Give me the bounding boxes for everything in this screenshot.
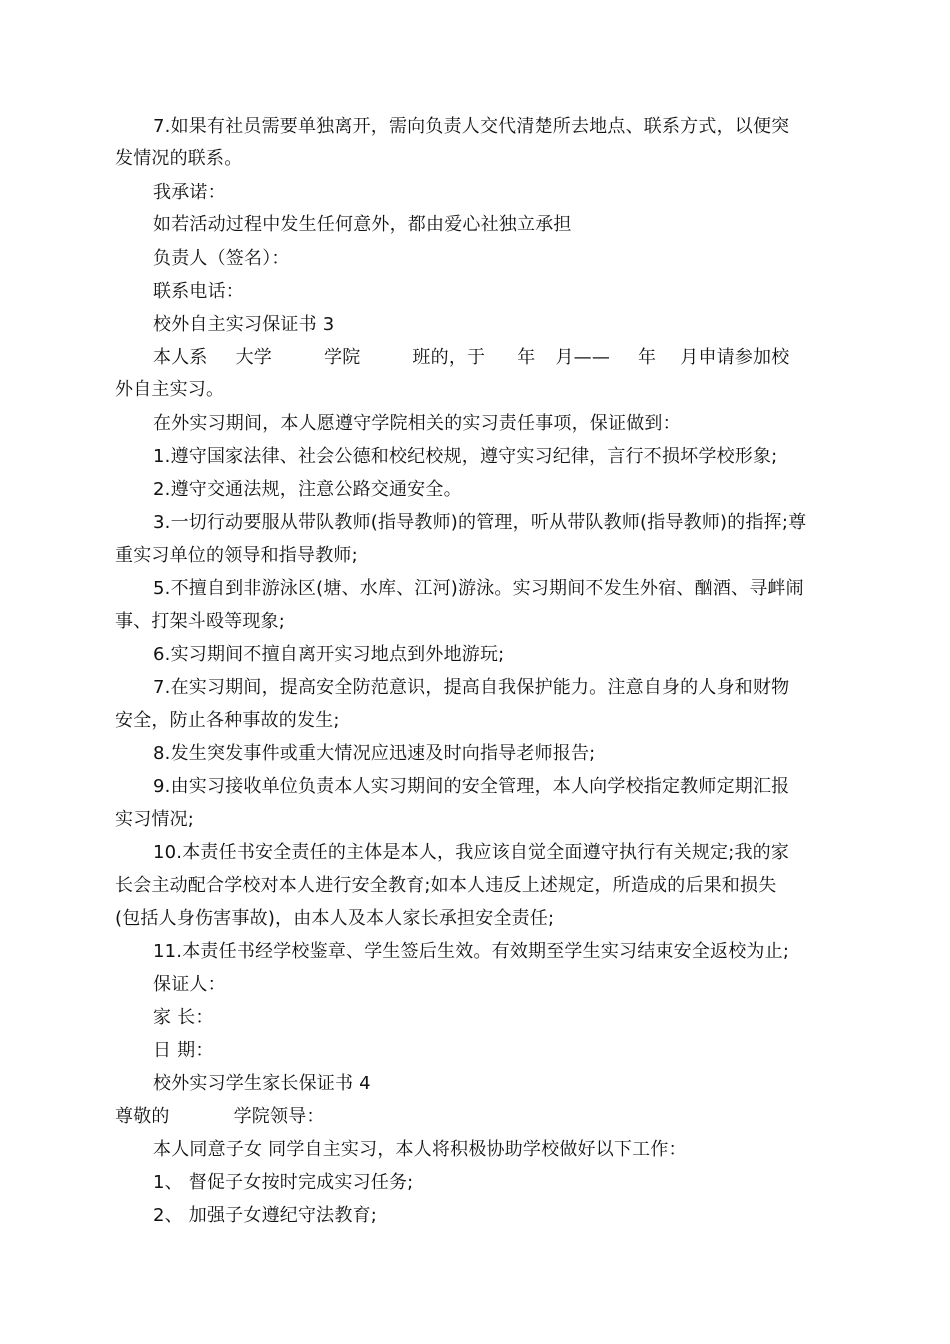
paragraph-line: 8.发生突发事件或重大情况应迅速及时向指导老师报告; xyxy=(153,743,596,764)
paragraph-line: 在外实习期间，本人愿遵守学院相关的实习责任事项，保证做到： xyxy=(153,413,681,434)
signature-label: 保证人： xyxy=(153,974,226,995)
paragraph-line: 我承诺： xyxy=(153,182,226,203)
form-text: 年 xyxy=(517,347,536,368)
list-item: 2、 加强子女遵纪守法教育; xyxy=(153,1205,378,1226)
salutation-line xyxy=(115,1106,325,1128)
paragraph-line: 7.如果有社员需要单独离开，需向负责人交代清楚所去地点、联系方式，以便突 xyxy=(153,116,790,137)
salutation-text: 尊敬的 xyxy=(115,1106,170,1127)
paragraph-line: 发情况的联系。 xyxy=(115,148,243,169)
paragraph-line: 2.遵守交通法规，注意公路交通安全。 xyxy=(153,479,462,500)
form-line xyxy=(153,347,789,369)
salutation-text: 学院领导： xyxy=(233,1106,325,1127)
paragraph-line: 6.实习期间不擅自离开实习地点到外地游玩; xyxy=(153,644,505,665)
paragraph-line: 3.一切行动要服从带队教师(指导教师)的管理，听从带队教师(指导教师)的指挥;尊 xyxy=(153,512,807,533)
form-text: 大学 xyxy=(235,347,273,368)
form-text: 年 xyxy=(638,347,657,368)
paragraph-line: 联系电话： xyxy=(153,281,244,302)
paragraph-line: 事、打架斗殴等现象; xyxy=(115,611,286,632)
paragraph-line: 外自主实习。 xyxy=(115,379,225,400)
form-text: 本人系 xyxy=(153,347,208,368)
form-text: 月申请参加校 xyxy=(680,347,790,368)
paragraph-line: 重实习单位的领导和指导教师; xyxy=(115,545,358,566)
form-text: 班的，于 xyxy=(412,347,486,368)
paragraph-line: 安全，防止各种事故的发生; xyxy=(115,710,340,731)
list-item: 1、 督促子女按时完成实习任务; xyxy=(153,1172,414,1193)
paragraph-line: 如若活动过程中发生任何意外，都由爱心社独立承担 xyxy=(153,214,572,235)
form-text: 学院 xyxy=(324,347,361,368)
paragraph-line: 9.由实习接收单位负责本人实习期间的安全管理，本人向学校指定教师定期汇报 xyxy=(153,776,790,797)
signature-label: 家 长： xyxy=(153,1007,214,1028)
paragraph-line: 长会主动配合学校对本人进行安全教育;如本人违反上述规定，所造成的后果和损失 xyxy=(115,875,777,896)
paragraph-line: (包括人身伤害事故)，由本人及本人家长承担安全责任; xyxy=(115,908,555,929)
section-heading: 校外自主实习保证书 3 xyxy=(153,314,335,335)
section-heading: 校外实习学生家长保证书 4 xyxy=(153,1073,371,1094)
paragraph-line: 实习情况; xyxy=(115,809,195,830)
paragraph-line: 负责人（签名）： xyxy=(153,248,290,269)
paragraph-line: 10.本责任书安全责任的主体是本人，我应该自觉全面遵守执行有关规定;我的家 xyxy=(153,842,790,863)
paragraph-line: 7.在实习期间，提高安全防范意识，提高自我保护能力。注意自身的人身和财物 xyxy=(153,677,790,698)
paragraph-line: 本人同意子女 同学自主实习，本人将积极协助学校做好以下工作： xyxy=(153,1139,687,1160)
signature-label: 日 期： xyxy=(153,1040,214,1061)
form-text: 月—— xyxy=(555,347,611,368)
paragraph-line: 11.本责任书经学校鉴章、学生签后生效。有效期至学生实习结束安全返校为止; xyxy=(153,941,790,962)
paragraph-line: 1.遵守国家法律、社会公德和校纪校规，遵守实习纪律，言行不损坏学校形象; xyxy=(153,446,778,467)
paragraph-line: 5.不擅自到非游泳区(塘、水库、江河)游泳。实习期间不发生外宿、酗酒、寻衅闹 xyxy=(153,578,804,599)
